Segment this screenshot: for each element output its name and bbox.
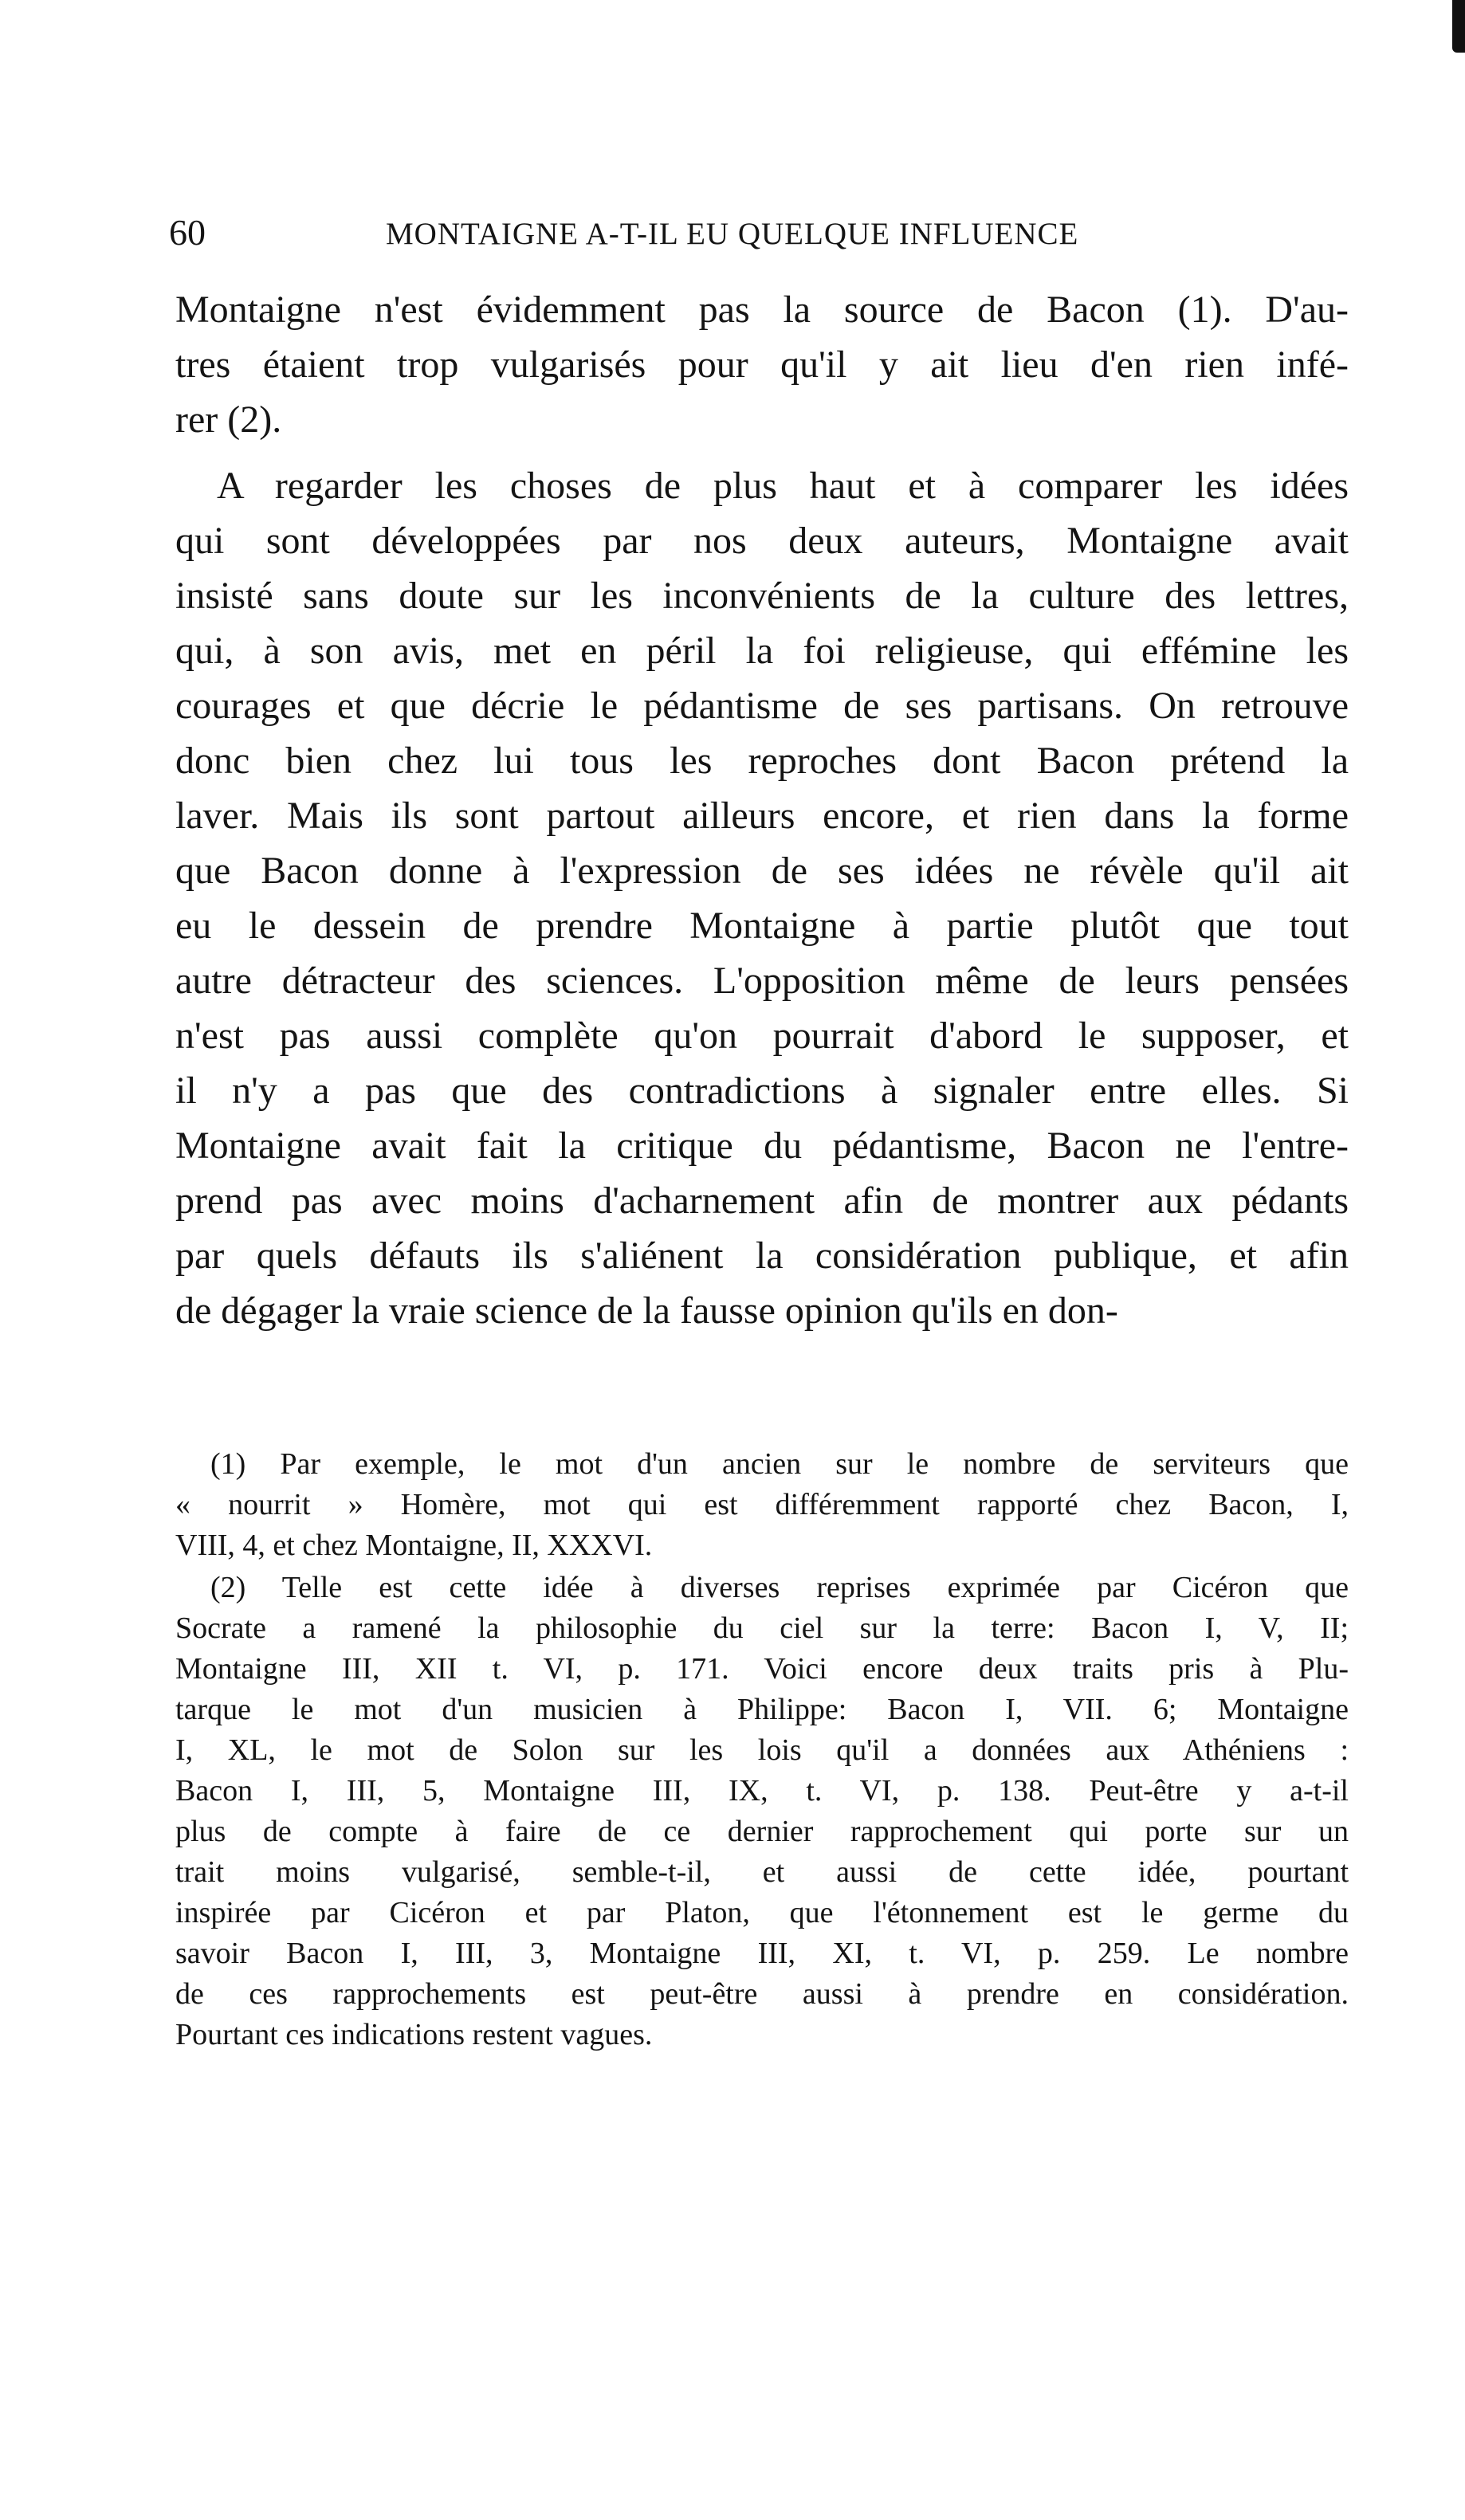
text-line: qui sont développées par nos deux auteurs, Montaigne avait: [175, 520, 1349, 562]
footnote-line: inspirée par Cicéron et par Platon, que l'étonnement est le germe du: [175, 1896, 1349, 1929]
text-line: donc bien chez lui tous les reproches dont Bacon prétend la: [175, 740, 1349, 782]
footnote-line: Bacon I, III, 5, Montaigne III, IX, t. VI, p. 138. Peut-être y a-t-il: [175, 1774, 1349, 1808]
text-line: il n'y a pas que des contradictions à signaler entre elles. Si: [175, 1070, 1349, 1112]
footnote-line: de ces rapprochements est peut-être aussi à prendre en considération.: [175, 1977, 1349, 2011]
footnote-line: I, XL, le mot de Solon sur les lois qu'il a données aux Athéniens :: [175, 1733, 1349, 1767]
footnote-2: [175, 1568, 1349, 2055]
footnote-line: « nourrit » Homère, mot qui est différemment rapporté chez Bacon, I,: [175, 1488, 1349, 1521]
footnote-line: plus de compte à faire de ce dernier rapprochement qui porte sur un: [175, 1815, 1349, 1848]
text-line: que Bacon donne à l'expression de ses idées ne révèle qu'il ait: [175, 850, 1349, 892]
text-line: par quels défauts ils s'aliénent la considération publique, et afin: [175, 1234, 1349, 1277]
running-header: [169, 209, 1301, 257]
footnotes: [175, 1444, 1349, 2055]
footnote-line: (1) Par exemple, le mot d'un ancien sur le nombre de serviteurs que: [210, 1447, 1349, 1481]
text-line: laver. Mais ils sont partout ailleurs encore, et rien dans la forme: [175, 795, 1349, 837]
footnote-line: Socrate a ramené la philosophie du ciel sur la terre: Bacon I, V, II;: [175, 1611, 1349, 1645]
text-line: tres étaient trop vulgarisés pour qu'il y ait lieu d'en rien infé-: [175, 343, 1349, 386]
text-line: courages et que décrie le pédantisme de ses partisans. On retrouve: [175, 685, 1349, 727]
footnote-line: Pourtant ces indications restent vagues.: [175, 2018, 653, 2051]
paragraph-1: [175, 282, 1349, 447]
page-number: 60: [169, 212, 206, 253]
text-line: de dégager la vraie science de la fausse opinion qu'ils en don-: [175, 1289, 1118, 1332]
footnote-line: tarque le mot d'un musicien à Philippe: Bacon I, VII. 6; Montaigne: [175, 1693, 1349, 1726]
footnote-line: trait moins vulgarisé, semble-t-il, et aussi de cette idée, pourtant: [175, 1855, 1349, 1889]
text-line: Montaigne n'est évidemment pas la source de Bacon (1). D'au-: [175, 289, 1349, 331]
text-line: n'est pas aussi complète qu'on pourrait d'abord le supposer, et: [175, 1015, 1349, 1057]
footnote-line: (2) Telle est cette idée à diverses reprises exprimée par Cicéron que: [210, 1571, 1349, 1604]
text-line: A regarder les choses de plus haut et à comparer les idées: [217, 465, 1349, 507]
footnote-line: savoir Bacon I, III, 3, Montaigne III, XI, t. VI, p. 259. Le nombre: [175, 1937, 1349, 1970]
footnote-line: Montaigne III, XII t. VI, p. 171. Voici encore deux traits pris à Plu-: [175, 1652, 1349, 1686]
scan-edge-mark: [1452, 0, 1465, 53]
text-line: qui, à son avis, met en péril la foi religieuse, qui efféminе les: [175, 630, 1349, 672]
text-line: eu le dessein de prendre Montaigne à partie plutôt que tout: [175, 905, 1349, 947]
main-text: [175, 282, 1349, 1338]
text-line: autre détracteur des sciences. L'opposition même de leurs pensées: [175, 960, 1349, 1002]
footnote-1: [175, 1444, 1349, 1566]
text-line: prend pas avec moins d'acharnement afin de montrer aux pédants: [175, 1180, 1349, 1222]
text-line: Montaigne avait fait la critique du pédantisme, Bacon ne l'entre-: [175, 1125, 1349, 1167]
paragraph-2: [175, 458, 1349, 1338]
text-line: insisté sans doute sur les inconvénients de la culture des lettres,: [175, 575, 1349, 617]
footnote-line: VIII, 4, et chez Montaigne, II, XXXVI.: [175, 1529, 653, 1562]
running-title: MONTAIGNE A-T-IL EU QUELQUE INFLUENCE: [386, 217, 1079, 251]
text-line: rer (2).: [175, 398, 282, 441]
